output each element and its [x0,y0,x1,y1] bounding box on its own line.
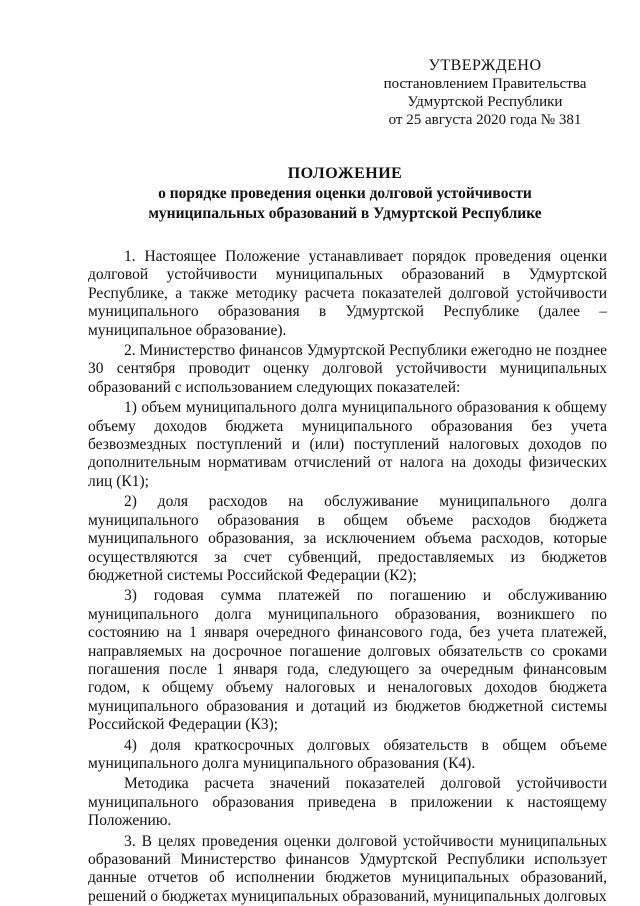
methodology-note: Методика расчета значений показателей долговой устойчивости муниципального образования приведена в приложении к настоящему Положению. [88,775,607,830]
document-body [88,248,607,906]
document-heading [90,164,600,224]
document-title: ПОЛОЖЕНИЕ [287,165,403,182]
approval-line: постановлением Правительства [383,76,587,92]
indicator-k1: 1) объем муниципального долга муниципального образования к общему объему доходов бюджета муниципального образования без учета безвозмездных поступлений и (или) поступлений налоговых доходов по дополнительным нормативам отчислений от налога на доходы физических лиц (К1); [88,399,607,490]
paragraph-1: 1. Настоящее Положение устанавливает порядок проведения оценки долговой устойчивости муниципальных образований в Удмуртской Республике, а также методику расчета показателей долговой устойчивости муниципального образования в Удмуртской Республике (далее – муниципальное образование). [88,248,607,339]
indicator-k3: 3) годовая сумма платежей по погашению и обслуживанию муниципального долга муниципального образования, возникшего по состоянию на 1 января очередного финансового года, без учета платежей, направляемых на досрочное погашение долговых обязательств со сроками погашения после 1 января года, следующего за очередным финансовым годом, к общему объему налоговых и неналоговых доходов бюджета муниципального образования и дотаций из бюджетов бюджетной системы Российской Федерации (К3); [88,587,607,734]
indicator-k2: 2) доля расходов на обслуживание муниципального долга муниципального образования в общем объеме расходов бюджета муниципального образования, за исключением объема расходов, которые осуществляются за счет субвенций, предоставляемых из бюджетов бюджетной системы Российской Федерации (К2); [88,493,607,584]
indicator-k4: 4) доля краткосрочных долговых обязательств в общем объеме муниципального долга муниципального образования (К4). [88,736,607,772]
approval-stamp: УТВЕРЖДЕНО [428,57,542,74]
approval-line: от 25 августа 2020 года № 381 [388,112,582,128]
paragraph-3: 3. В целях проведения оценки долговой устойчивости муниципальных образований Министерство финансов Удмуртской Республики использует данные отчетов об исполнении бюджетов муниципальных образований, решений о бюджетах муниципальных образований, муниципальных долговых [88,832,607,905]
approval-block [370,57,600,129]
document-subtitle-line: муниципальных образований в Удмуртской Республике [148,205,542,222]
paragraph-2: 2. Министерство финансов Удмуртской Республики ежегодно не позднее 30 сентября проводит оценку долговой устойчивости муниципальных образований с использованием следующих показателей: [88,342,607,396]
document-subtitle-line: о порядке проведения оценки долговой устойчивости [158,185,532,202]
approval-line: Удмуртской Республики [407,94,563,110]
